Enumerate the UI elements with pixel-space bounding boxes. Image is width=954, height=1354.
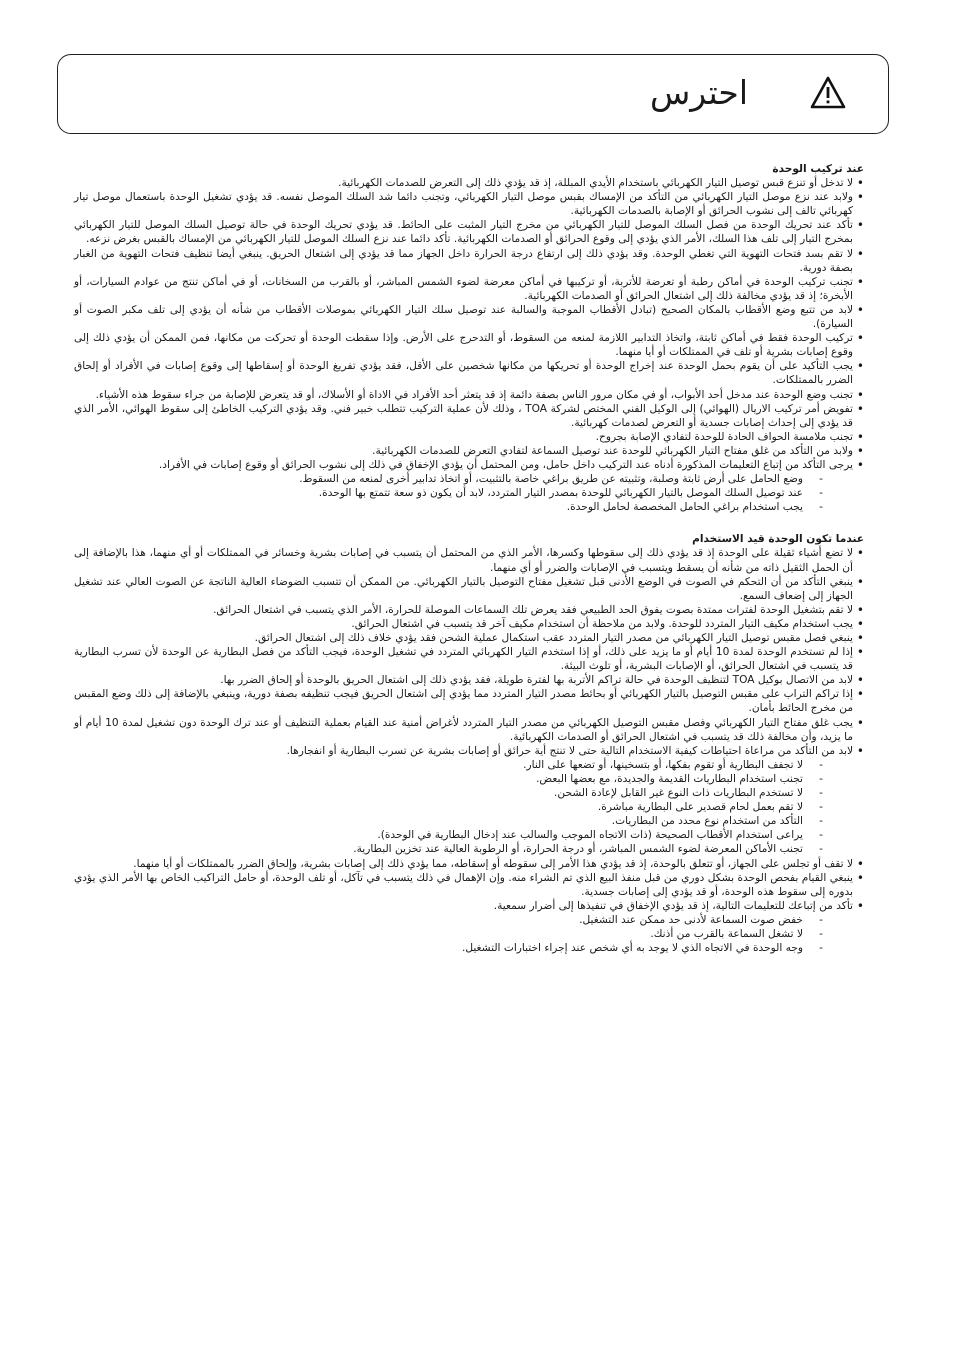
list-item [74, 744, 864, 857]
sub-list-item: - وضع الحامل على أرض ثابتة وصلبة، وتثبيته عن طريق براغي خاصة بالتثبيت، أو اتخاذ تدابير أخرى لمنعه من السقوط. [74, 472, 823, 486]
warning-triangle-icon [810, 76, 846, 110]
list-item-text: تجنب وضع الوحدة عند مدخل أحد الأبواب، أو في مكان مرور الناس بصفة دائمة إذ قد يتعثر أحد الأفراد في الاداة أو الأسلاك، أو قد يتعرض للإصابة من جراء سقوط هذه الأشياء. [95, 388, 853, 401]
sub-list-item: - تجنب الأماكن المعرضة لضوء الشمس المباشر، أو درجة الحرارة، أو الرطوبة العالية عند تخزين البطارية. [74, 842, 823, 856]
sub-list [74, 758, 853, 857]
list-item-text: يجب التأكيد على أن يقوم بحمل الوحدة عند إخراج الوحدة أو تحريكها من مكانها شخصين على الأقل، فقد يؤدي تفريغ الوحدة أو إسقاطها إلى وقوع إصابات في الأفراد أو إلحاق الضرر بالممتلكات. [74, 360, 853, 387]
list-item-text: ولابد عند نزع موصل التيار الكهربائي من التأكد من الإمساك بقبس موصل التيار الكهربائي، وتجنب دائما شد السلك الموصل نفسه. قد يؤدي تشغيل الوحدة باستعمال موصل تيار كهربائي تالف إلى نشوب الحرائق أو الإصابة بالصدمات الكهربائية. [74, 191, 853, 218]
list-item-text: لابد من التأكد من مراعاة احتياطات كيفية الاستخدام التالية حتى لا تنتج أية حرائق أو إصابات بشرية عن تسرب البطارية أو انفجارها. [286, 744, 853, 757]
list-item [74, 603, 864, 617]
caution-header-box [57, 54, 889, 134]
list-item-text: لابد من الاتصال بوكيل TOA لتنظيف الوحدة في حالة تراكم الأتربة بها لفترة طويلة، فقد يؤدي ذلك إلى اشتعال الحريق بالوحدة أو إلحاق الضرر بها. [220, 674, 853, 687]
caution-section [74, 532, 864, 955]
list-item [74, 673, 864, 687]
list-item [74, 218, 864, 246]
list-item [74, 275, 864, 303]
list-item [74, 631, 864, 645]
list-item [74, 331, 864, 359]
list-item-text: ينبغي التأكد من أن التحكم في الصوت في الوضع الأدنى قبل تشغيل مفتاح التوصيل بالتيار الكهربائي. من الممكن أن تتسبب الضوضاء العالية الناتجة عن الصوت العالي عند تشغيل الجهاز إلى إضعاف السمع. [74, 575, 853, 602]
list-item [74, 857, 864, 871]
list-item-text: تأكد عند تحريك الوحدة من فصل السلك الموصل للتيار الكهربائي من مخرج التيار المثبت على الحائط. قد يؤدي تحريك الوحدة في حالة توصيل السلك الموصل للتيار الكهربائي بمخرج التيار إلى تلف هذا السلك، الأمر الذي يؤدي إلى وقوع الحرائق أو الصدمات الكهربائية. تأكد دائما عند نزع السلك الموصل للتيار الكهربائي من الإمساك بالقبس بغرض نزعه. [74, 219, 853, 246]
list-item [74, 716, 864, 744]
sub-list-item: - يجب استخدام براغي الحامل المخصصة لحامل الوحدة. [74, 500, 823, 514]
list-item-text: يرجى التأكد من إتباع التعليمات المذكورة أدناه عند التركيب داخل حامل، ومن المحتمل أن يؤدي الإخفاق في ذلك إلى نشوب الحرائق أو وقوع إصابات في الأفراد. [158, 458, 853, 471]
list-item [74, 617, 864, 631]
list-item [74, 388, 864, 402]
list-item [74, 645, 864, 673]
list-item-text: تركيب الوحدة فقط في أماكن ثابتة، واتخاذ التدابير اللازمة لمنعه من السقوط، أو التدحرج على الأرض. وإذا سقطت الوحدة أو تحركت من مكانها، فمن الممكن أن يؤدي ذلك إلى وقوع إصابات بشرية أو تلف في الممتلكات أو أيا منهما. [74, 332, 853, 359]
section-heading: عندما تكون الوحدة قيد الاستخدام [692, 533, 864, 546]
list-item [74, 359, 864, 387]
sub-list [74, 472, 853, 514]
list-item [74, 430, 864, 444]
list-item [74, 871, 864, 899]
list-item-text: لابد من تتبع وضع الأقطاب بالمكان الصحيح (تبادل الأقطاب الموجبة والسالبة عند توصيل سلك التيار الكهربائي بموصلات الأقطاب من شأنه أن يؤدي إلى تلف مكبر الصوت أو السيارة). [74, 303, 853, 331]
list-item [74, 402, 864, 430]
sub-list-item: - يراعى استخدام الأقطاب الصحيحة (ذات الاتجاه الموجب والسالب عند إدخال البطارية في الوحدة). [74, 828, 823, 842]
list-item-text: لا تقم بتشغيل الوحدة لفترات ممتدة بصوت يفوق الحد الطبيعي فقد يعرض تلك السماعات الموصلة للحرارة، الأمر الذي يتسبب في اشتعال الحرائق. [213, 603, 853, 616]
list-item [74, 899, 864, 955]
list-item [74, 247, 864, 275]
sub-list-item: - عند توصيل السلك الموصل بالتيار الكهربائي للوحدة بمصدر التيار المتردد، لابد أن يكون ذو سعة تتمتع بها الوحدة. [74, 486, 823, 500]
list-item [74, 458, 864, 514]
list-item-text: يجب استخدام مكيف التيار المتردد للوحدة. ولابد من ملاحظة أن استخدام مكيف آخر قد يتسبب في اشتعال الحرائق. [351, 617, 853, 630]
caution-title: احترس [649, 73, 748, 112]
bullet-list [74, 176, 864, 514]
list-item-text: تجنب ملامسة الحواف الحادة للوحدة لتفادي الإصابة بجروح. [595, 430, 853, 443]
list-item-text: لا تقم بسد فتحات التهوية التي تغطي الوحدة. وقد يؤدي ذلك إلى ارتفاع درجة الحرارة داخل الجهاز مما قد يؤدي إلى اشتعال الحريق. ينبغي أيضا تنظيف فتحات التهوية من الغبار بصفة دورية. [74, 247, 853, 274]
list-item [74, 687, 864, 715]
list-item-text: تجنب تركيب الوحدة في أماكن رطبة أو تعرضة للأتربة، أو تركيبها في أماكن معرضة لضوء الشمس المباشر، أو بالقرب من السخانات، أو في أماكن تنتج من عوادم السيارات، أو الأبخرة؛ إذ قد يؤدي مخالفة ذلك إلى اشتعال الحرائق أو الصدمات الكهربائية. [74, 275, 853, 302]
list-item-text: لا تقف أو تجلس على الجهاز، أو تتعلق بالوحدة، إذ قد يؤدي هذا الأمر إلى سقوطه أو إسقاطه، مما يؤدي ذلك إلى إصابات بشرية، وإلحاق الضرر بالممتلكات أو أيا منهما. [133, 857, 853, 870]
sub-list-item: - خفض صوت السماعة لأدنى حد ممكن عند التشغيل. [74, 913, 823, 927]
sub-list-item: - التأكد من استخدام نوع محدد من البطاريات. [74, 814, 823, 828]
list-item [74, 176, 864, 190]
bullet-list [74, 546, 864, 955]
list-item-text: لا تدخل أو تنزع قبس توصيل التيار الكهربائي باستخدام الأيدي المبللة، إذ قد يؤدي ذلك إلى التعرض للصدمات الكهربائية. [338, 177, 853, 190]
list-item [74, 546, 864, 574]
list-item-text: يجب غلق مفتاح التيار الكهربائي وفصل مقبس التوصيل الكهربائي من مصدر التيار المتردد لأغراض أمنية عند القيام بعملية التنظيف أو عند ترك الوحدة دون تشغيل لمدة 10 أيام أو ما يزيد، وأن مخالفة ذلك قد يتسبب في اشتعال الحرائق أو الصدمات الكهربائية. [74, 716, 853, 743]
caution-section [74, 162, 864, 514]
list-item-text: ينبغي فصل مقبس توصيل التيار الكهربائي من مصدر التيار المتردد عقب استكمال عملية الشحن فقد يؤدي خلاف ذلك إلى اشتعال الحرائق. [254, 632, 853, 644]
sub-list-item: - لا تجفف البطارية أو تقوم بفكها، أو بتسخينها، أو تضعها على النار. [74, 758, 823, 772]
sub-list-item: - لا تشغل السماعة بالقرب من أذنك. [74, 927, 823, 941]
list-item [74, 444, 864, 458]
list-item-text: تأكد من إتباعك للتعليمات التالية، إذ قد يؤدي الإخفاق في تنفيذها إلى أضرار سمعية. [493, 899, 853, 912]
sub-list-item: - وجه الوحدة في الاتجاه الذي لا يوجد به أي شخص عند إجراء اختبارات التشغيل. [74, 941, 823, 955]
list-item-text: ينبغي القيام بفحص الوحدة بشكل دوري من قبل منفذ البيع الذي تم الشراء منه. وإن الإهمال في ذلك يتسبب في تآكل، أو تلف الوحدة، أو حامل التراكيب الخاص بها الأمر الذي يؤدي بدوره إلى سقوط هذه الوحدة، أو قد يؤدي إلى إصابات جسدية. [74, 871, 853, 898]
sub-list-item: - لا تستخدم البطاريات ذات النوع غير القابل لإعادة الشحن. [74, 786, 823, 800]
sub-list-item: - تجنب استخدام البطاريات القديمة والجديدة، مع بعضها البعض. [74, 772, 823, 786]
sub-list-item: - لا تقم بعمل لحام قصدير على البطارية مباشرة. [74, 800, 823, 814]
list-item-text: ولابد من التأكد من غلق مفتاح التيار الكهربائي للوحدة عند توصيل السماعة لتفادي التعرض للصدمات الكهربائية. [372, 444, 853, 457]
list-item [74, 575, 864, 603]
sub-list [74, 913, 853, 955]
list-item-text: لا تضع أشياء ثقيلة على الوحدة إذ قد يؤدي ذلك إلى سقوطها وكسرها، الأمر الذي من المحتمل أن يتسبب في إصابات بشرية وخسائر في الممتلكات أو أي منهما، هذا بالإضافة إلى أن الحمل الثقيل ذاته من شأنه أن يسقط ويتسبب في الإصابات والضرر أو أي منهما. [74, 547, 853, 574]
section-heading: عند تركيب الوحدة [772, 163, 864, 175]
list-item [74, 190, 864, 218]
caution-content [74, 162, 864, 955]
list-item-text: تفويض أمر تركيب الاريال (الهوائي) إلى الوكيل الفني المختص لشركة TOA ، وذلك لأن عملية التركيب تتطلب خبير فني. وقد يؤدي التركيب الخاطئ إلى سقوط الهوائي، الأمر الذي قد يؤدي إلى إحداث إصابات جسدية أو التعرض لصدمات كهربائية. [74, 402, 853, 429]
list-item [74, 303, 864, 331]
list-item-text: إذا لم تستخدم الوحدة لمدة 10 أيام أو ما يزيد على ذلك، أو إذا استخدم التيار الكهربائي المتردد في تشغيل الوحدة، فيجب التأكد من فصل البطارية عن الوحدة لأن تسرب البطارية قد يتسبب في اشتعال الحرائق، أو الإصابات البشرية، أو تلوث البيئة. [74, 646, 854, 673]
list-item-text: إذا تراكم التراب على مقبس التوصيل بالتيار الكهربائي أو بحائط مصدر التيار المتردد مما يؤدي إلى اشتعال الحريق فيجب تنظيفه بصفة دورية، وينبغي بالإضافة إلى ذلك وضع المقبس من مخرج الحائط بأمان. [74, 688, 853, 715]
